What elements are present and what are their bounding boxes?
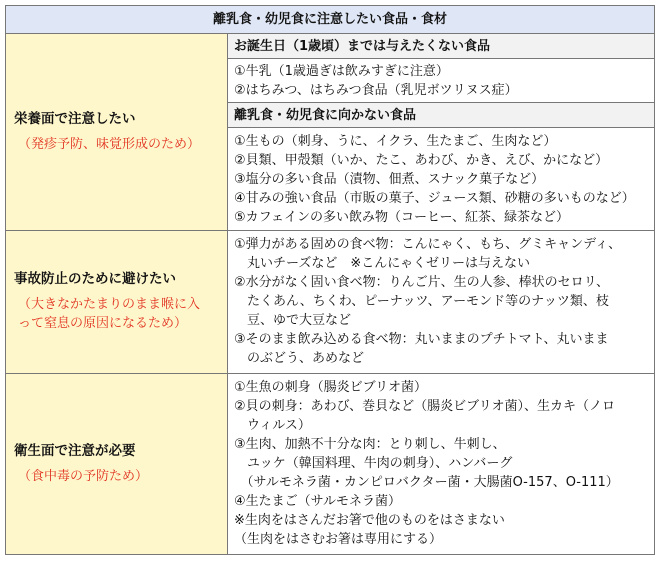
table-title: 離乳食・幼児食に注意したい食品・食材 (6, 6, 655, 34)
list-item: ②水分がなく固い食べ物：りんご片、生の人参、棒状のセロリ、 たくあん、ちくわ、ピーナッツ、アーモンド等のナッツ類、枝 豆、ゆで大豆など (234, 275, 610, 329)
category-nutrition (6, 34, 228, 231)
list-item: ②貝類、甲殻類（いか、たこ、あわび、かき、えび、かになど） (234, 152, 609, 168)
list-item: ①牛乳（1歳過ぎは飲みすぎに注意） (234, 63, 449, 79)
category-hygiene (6, 373, 228, 554)
category-accident-prevention (6, 231, 228, 373)
accident-items (228, 231, 655, 373)
group-heading-unsuitable-foods: 離乳食・幼児食に向かない食品 (228, 103, 655, 128)
hygiene-items (228, 373, 655, 554)
list-item: ⑤カフェインの多い飲み物（コーヒー、紅茶、緑茶など） (234, 209, 569, 225)
list-item: ④甘みの強い食品（市販の菓子、ジュース類、砂糖の多いものなど） (234, 190, 635, 206)
list-item: ②はちみつ、はちみつ食品（乳児ボツリヌス症） (234, 82, 518, 98)
list-item: ③生肉、加熱不十分な肉：とり刺し、牛刺し、 ユッケ（韓国料理、牛肉の刺身）、ハンバーグ （サルモネラ菌・カンピロバクター菌・大腸菌O-157、O-111） (234, 437, 619, 491)
list-item: ③そのまま飲み込める食べ物：丸いままのプチトマト、丸いまま のぶどう、あめなど (234, 332, 609, 367)
group-heading-before-first-birthday: お誕生日（1歳頃）までは与えたくない食品 (228, 34, 655, 59)
category-name: 栄養面で注意したい (14, 111, 136, 128)
list-item: ①生もの（刺身、うに、イクラ、生たまご、生肉など） (234, 133, 557, 149)
list-item: ③塩分の多い食品（漬物、佃煮、スナック菓子など） (234, 171, 545, 187)
group-items-unsuitable-foods (228, 128, 655, 231)
category-note: （大きなかたまりのまま喉に入 って窒息の原因になるため） (18, 297, 201, 332)
list-item: ①弾力がある固めの食べ物：こんにゃく、もち、グミキャンディ、 丸いチーズなど ※こんにゃくゼリーは与えない (234, 237, 622, 272)
category-name: 衛生面で注意が必要 (14, 442, 136, 459)
group-items-before-first-birthday (228, 59, 655, 103)
list-item: ②貝の刺身：あわび、巻貝など（腸炎ビブリオ菌）、生カキ（ノロ ウィルス） (234, 399, 615, 434)
list-item: ①生魚の刺身（腸炎ビブリオ菌） (234, 380, 428, 396)
category-note: （食中毒の予防ため） (18, 468, 149, 484)
list-item: ④生たまご（サルモネラ菌） (234, 494, 402, 510)
list-item: ※生肉をはさんだお箸で他のものをはさまない （生肉をはさむお箸は専用にする） (234, 513, 505, 548)
food-caution-table (5, 5, 655, 555)
category-name: 事故防止のために避けたい (14, 271, 176, 288)
category-note: （発疹予防、味覚形成のため） (18, 137, 201, 153)
